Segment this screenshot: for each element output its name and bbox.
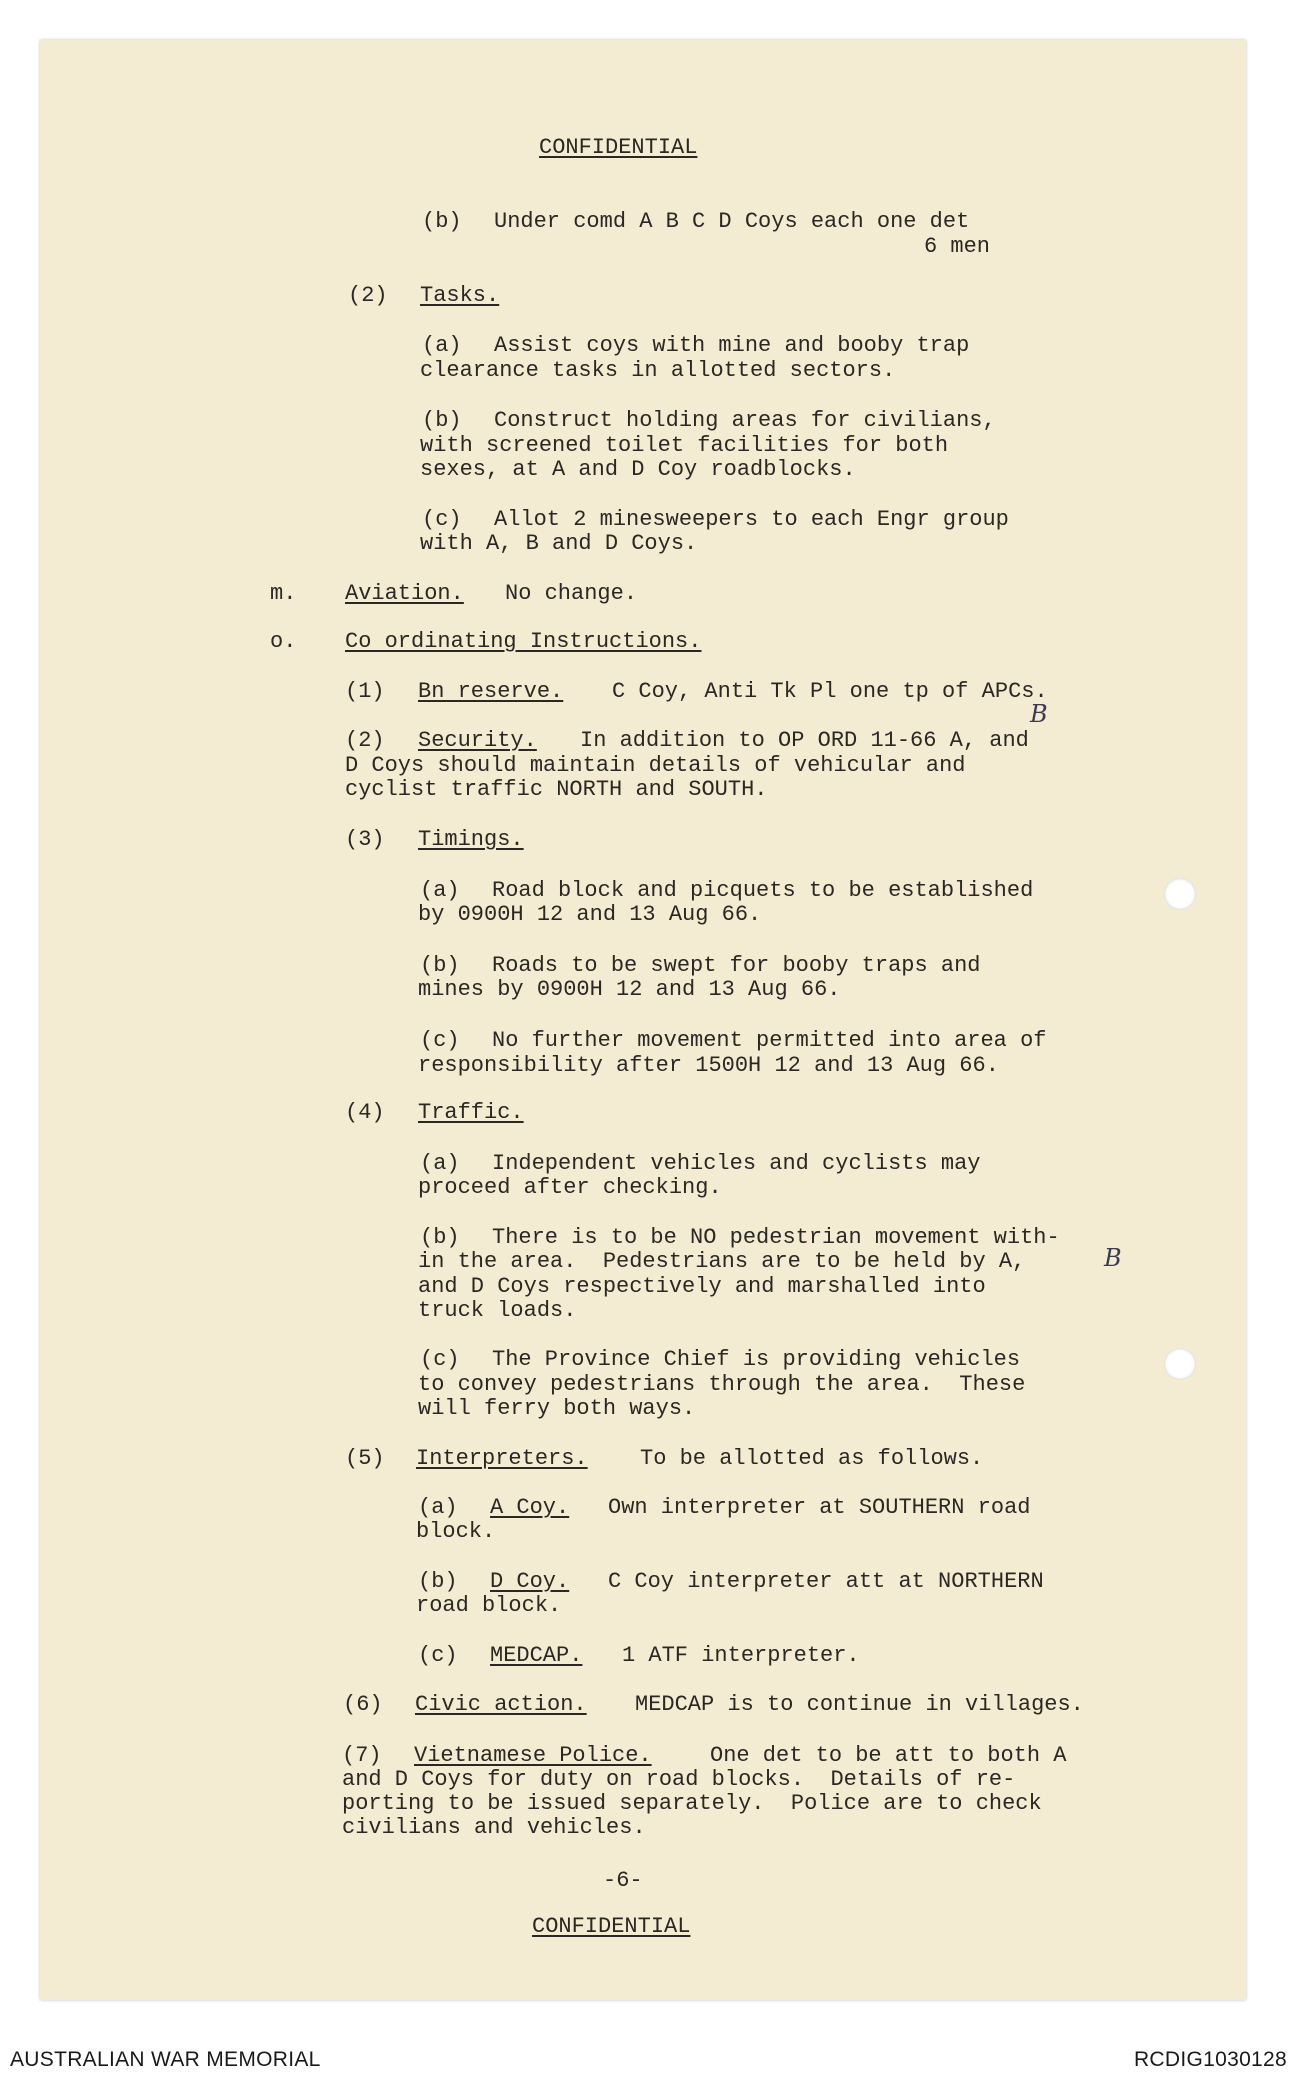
text-line: in the area. Pedestrians are to be held by A, [418, 1249, 1026, 1274]
text-line: and D Coys respectively and marshalled into [418, 1274, 986, 1299]
text-line: No change. [505, 581, 638, 606]
label-c: (c) [422, 507, 462, 532]
text-line: 1 ATF interpreter. [622, 1643, 860, 1668]
label-b: (b) [420, 953, 460, 978]
heading-traffic: Traffic. [418, 1100, 524, 1125]
text-line: In addition to OP ORD 11-66 A, and [580, 728, 1029, 753]
item-number: (2) [345, 728, 385, 753]
text-line: with A, B and D Coys. [420, 531, 698, 556]
punch-hole [1164, 1348, 1196, 1380]
handwritten-mark: B [1030, 700, 1048, 728]
text-line: Assist coys with mine and booby trap [494, 333, 970, 358]
text-line: will ferry both ways. [418, 1396, 696, 1421]
text-line: and D Coys for duty on road blocks. Details of re- [342, 1767, 1016, 1792]
label-a: (a) [420, 878, 460, 903]
text-line: One det to be att to both A [710, 1743, 1067, 1768]
heading-reserve: Bn reserve. [418, 679, 564, 704]
section-letter: m. [270, 581, 297, 606]
text-line: civilians and vehicles. [342, 1815, 646, 1840]
page-number: -6- [603, 1868, 643, 1893]
text-line: mines by 0900H 12 and 13 Aug 66. [418, 977, 841, 1002]
section-letter: o. [270, 629, 297, 654]
text-line: 6 men [924, 234, 991, 259]
heading-medcap: MEDCAP. [490, 1643, 583, 1668]
label-c: (c) [420, 1347, 460, 1372]
heading-interpreters: Interpreters. [416, 1446, 588, 1471]
heading-timings: Timings. [418, 827, 524, 852]
text-line: Roads to be swept for booby traps and [492, 953, 981, 978]
text-line: Allot 2 minesweepers to each Engr group [494, 507, 1009, 532]
heading-d-coy: D Coy. [490, 1569, 570, 1594]
item-number: (3) [345, 827, 385, 852]
text-line: C Coy interpreter att at NORTHERN [608, 1569, 1044, 1594]
text-line: truck loads. [418, 1298, 577, 1323]
archive-source: AUSTRALIAN WAR MEMORIAL [10, 2048, 321, 2071]
text-line: Road block and picquets to be established [492, 878, 1034, 903]
text-line: Under comd A B C D Coys each one det [494, 209, 970, 234]
text-line: MEDCAP is to continue in villages. [635, 1692, 1084, 1717]
label-a: (a) [418, 1495, 458, 1520]
text-line: sexes, at A and D Coy roadblocks. [420, 457, 856, 482]
item-number: (1) [345, 679, 385, 704]
text-line: clearance tasks in allotted sectors. [420, 358, 896, 383]
heading-coordinating: Co ordinating Instructions. [345, 629, 702, 654]
item-number: (7) [342, 1743, 382, 1768]
text-line: D Coys should maintain details of vehicular and [345, 753, 966, 778]
text-line: block. [416, 1519, 496, 1544]
text-line: to convey pedestrians through the area. These [418, 1372, 1026, 1397]
text-line: C Coy, Anti Tk Pl one tp of APCs. [612, 679, 1048, 704]
handwritten-mark: B [1104, 1244, 1122, 1272]
heading-vietnamese-police: Vietnamese Police. [414, 1743, 652, 1768]
heading-security: Security. [418, 728, 537, 753]
label-b: (b) [422, 408, 462, 433]
heading-aviation: Aviation. [345, 581, 464, 606]
punch-hole [1164, 878, 1196, 910]
text-line: by 0900H 12 and 13 Aug 66. [418, 902, 762, 927]
text-line: No further movement permitted into area of [492, 1028, 1047, 1053]
text-line: Independent vehicles and cyclists may [492, 1151, 981, 1176]
text-line: road block. [416, 1593, 562, 1618]
archive-id: RCDIG1030128 [1133, 2048, 1287, 2071]
label-a: (a) [420, 1151, 460, 1176]
heading-tasks: Tasks. [420, 283, 500, 308]
text-line: cyclist traffic NORTH and SOUTH. [345, 777, 768, 802]
header-classification: CONFIDENTIAL [539, 135, 698, 160]
label-b: (b) [418, 1569, 458, 1594]
label-b: (b) [422, 209, 462, 234]
footer-classification: CONFIDENTIAL [532, 1914, 691, 1939]
text-line: with screened toilet facilities for both [420, 433, 949, 458]
text-line: Own interpreter at SOUTHERN road [608, 1495, 1031, 1520]
item-number: (5) [345, 1446, 385, 1471]
item-number: (2) [348, 283, 388, 308]
text-line: responsibility after 1500H 12 and 13 Aug 66. [418, 1053, 999, 1078]
label-a: (a) [422, 333, 462, 358]
item-number: (4) [345, 1100, 385, 1125]
text-line: To be allotted as follows. [640, 1446, 984, 1471]
text-line: There is to be NO pedestrian movement with- [492, 1225, 1060, 1250]
heading-a-coy: A Coy. [490, 1495, 570, 1520]
heading-civic-action: Civic action. [415, 1692, 587, 1717]
text-line: The Province Chief is providing vehicles [492, 1347, 1021, 1372]
text-line: porting to be issued separately. Police are to check [342, 1791, 1042, 1816]
label-b: (b) [420, 1225, 460, 1250]
text-line: proceed after checking. [418, 1175, 722, 1200]
label-c: (c) [418, 1643, 458, 1668]
label-c: (c) [420, 1028, 460, 1053]
text-line: Construct holding areas for civilians, [494, 408, 996, 433]
item-number: (6) [343, 1692, 383, 1717]
